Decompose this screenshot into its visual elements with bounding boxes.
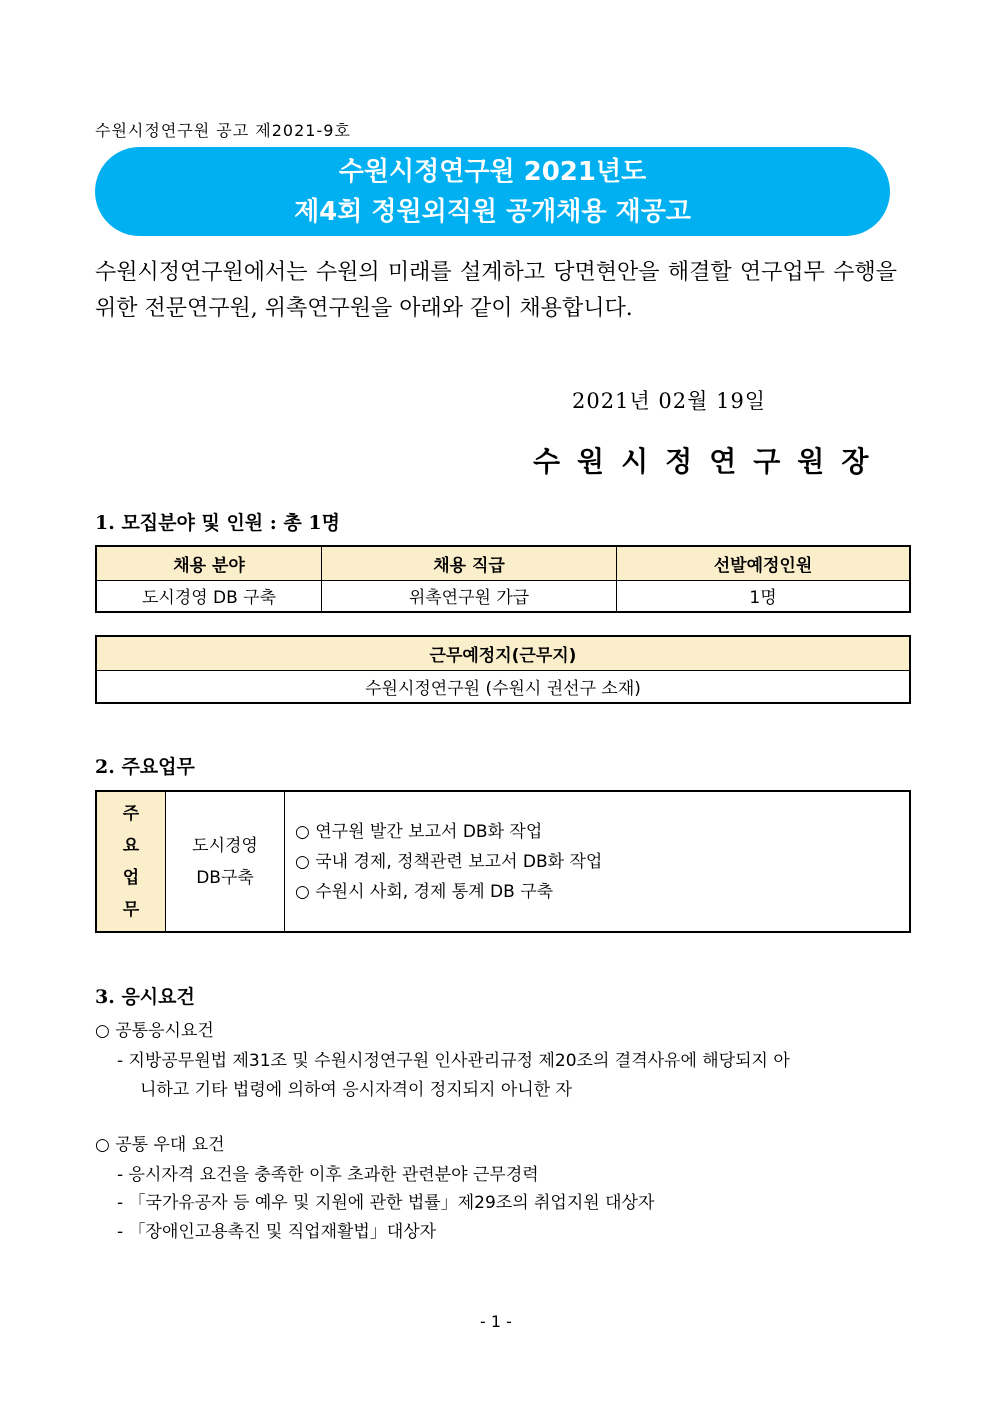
duty-item: ○ 국내 경제, 정책관련 보고서 DB화 작업 — [295, 851, 603, 872]
announcement-date: 2021년 02월 19일 — [572, 389, 767, 413]
common-requirement-line-2: 니하고 기타 법령에 의하여 응시자격이 정지되지 아니한 자 — [140, 1080, 572, 1100]
location-header: 근무예정지(근무지) — [96, 636, 910, 670]
cell-rank: 위촉연구원 가급 — [322, 580, 617, 612]
duties-label: 주 요 업 무 — [96, 791, 166, 932]
header-count: 선발예정인원 — [617, 546, 911, 580]
section1-heading: 1. 모집분야 및 인원 : 총 1명 — [95, 512, 340, 534]
common-requirements-title: ○ 공통응시요건 — [95, 1021, 214, 1041]
location-table — [95, 635, 911, 704]
preference-item: - 응시자격 요건을 충족한 이후 초과한 관련분야 근무경력 — [117, 1165, 539, 1185]
title-line-2: 제4회 정원외직원 공개채용 재공고 — [294, 196, 691, 227]
intro-paragraph: 수원시정연구원에서는 수원의 미래를 설계하고 당면현안을 해결할 연구업무 수행을 위한 전문연구원, 위촉연구원을 아래와 같이 채용합니다. — [95, 260, 897, 321]
preference-item: - 「국가유공자 등 예우 및 지원에 관한 법률」제29조의 취업지원 대상자 — [117, 1193, 655, 1213]
page-number: - 1 - — [480, 1312, 512, 1331]
location-value: 수원시정연구원 (수원시 권선구 소재) — [96, 670, 910, 703]
cell-field: 도시경영 DB 구축 — [96, 580, 322, 612]
duties-items — [285, 791, 911, 932]
title-line-1: 수원시정연구원 2021년도 — [338, 156, 647, 187]
preference-item: - 「장애인고용촉진 및 직업재활법」대상자 — [117, 1222, 437, 1242]
header-field: 채용 분야 — [96, 546, 322, 580]
signature-name: 수원시정연구원장 — [533, 445, 886, 478]
section3-heading: 3. 응시요건 — [95, 986, 195, 1008]
preference-title: ○ 공통 우대 요건 — [95, 1135, 225, 1155]
notice-number: 수원시정연구원 공고 제2021-9호 — [95, 121, 351, 140]
duty-item: ○ 연구원 발간 보고서 DB화 작업 — [295, 821, 543, 842]
duty-item: ○ 수원시 사회, 경제 통계 DB 구축 — [295, 881, 554, 902]
header-rank: 채용 직급 — [322, 546, 617, 580]
common-requirement-line-1: - 지방공무원법 제31조 및 수원시정연구원 인사관리규정 제20조의 결격사유에 해당되지 아 — [117, 1051, 790, 1071]
duties-table — [95, 790, 911, 933]
title-banner — [95, 147, 890, 236]
duties-field: 도시경영 DB구축 — [166, 791, 285, 932]
section2-heading: 2. 주요업무 — [95, 756, 195, 778]
recruitment-table — [95, 545, 911, 613]
cell-count: 1명 — [617, 580, 911, 612]
